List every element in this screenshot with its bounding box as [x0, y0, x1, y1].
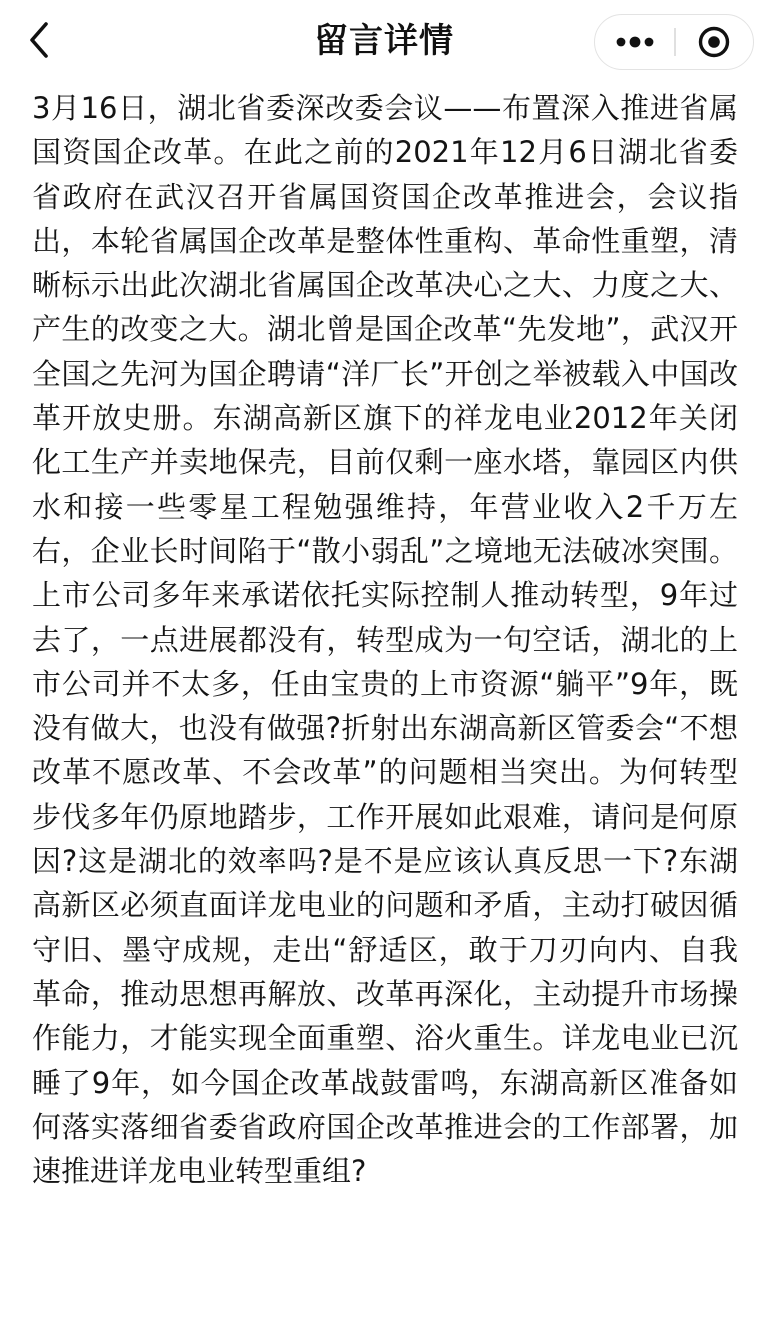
- target-close-icon: [697, 25, 731, 59]
- close-button[interactable]: [676, 15, 752, 68]
- navigation-bar: [0, 0, 768, 84]
- mini-program-capsule: [594, 14, 754, 70]
- page-title: 留言详情: [314, 21, 454, 61]
- bottom-edge: [0, 1319, 768, 1329]
- message-body: 3月16日，湖北省委深改委会议——布置深入推进省属国资国企改革。在此之前的2021年12月6日湖北省委省政府在武汉召开省属国资国企改革推进会，会议指出，本轮省属国企改革是整体性重构、革命性重塑，清晰标示出此次湖北省属国企改革决心之大、力度之大、产生的改变之大。湖北曾是国企改革“先发地”，武汉开全国之先河为国企聘请“洋厂长”开创之举被载入中国改革开放史册。东湖高新区旗下的祥龙电业2012年关闭化工生产并卖地保壳，目前仅剩一座水塔，靠园区内供水和接一些零星工程勉强维持，年营业收入2千万左右，企业长时间陷于“散小弱乱”之境地无法破冰突围。上市公司多年来承诺依托实际控制人推动转型，9年过去了，一点进展都没有，转型成为一句空话，湖北的上市公司并不太多，任由宝贵的上市资源“躺平”9年，既没有做大，也没有做强?折射出东湖高新区管委会“不想改革不愿改革、不会改革”的问题相当突出。为何转型步伐多年仍原地踏步，工作开展如此艰难，请问是何原因?这是湖北的效率吗?是不是应该认真反思一下?东湖高新区必须直面详龙电业的问题和矛盾，主动打破因循守旧、墨守成规，走出“舒适区，敢于刀刃向内、自我革命，推动思想再解放、改革再深化，主动提升市场操作能力，才能实现全面重塑、浴火重生。详龙电业已沉睡了9年，如今国企改革战鼓雷鸣，东湖高新区准备如何落实落细省委省政府国企改革推进会的工作部署，加速推进详龙电业转型重组?: [32, 91, 738, 1189]
- more-dots-icon: [615, 36, 655, 48]
- more-button[interactable]: [595, 15, 674, 68]
